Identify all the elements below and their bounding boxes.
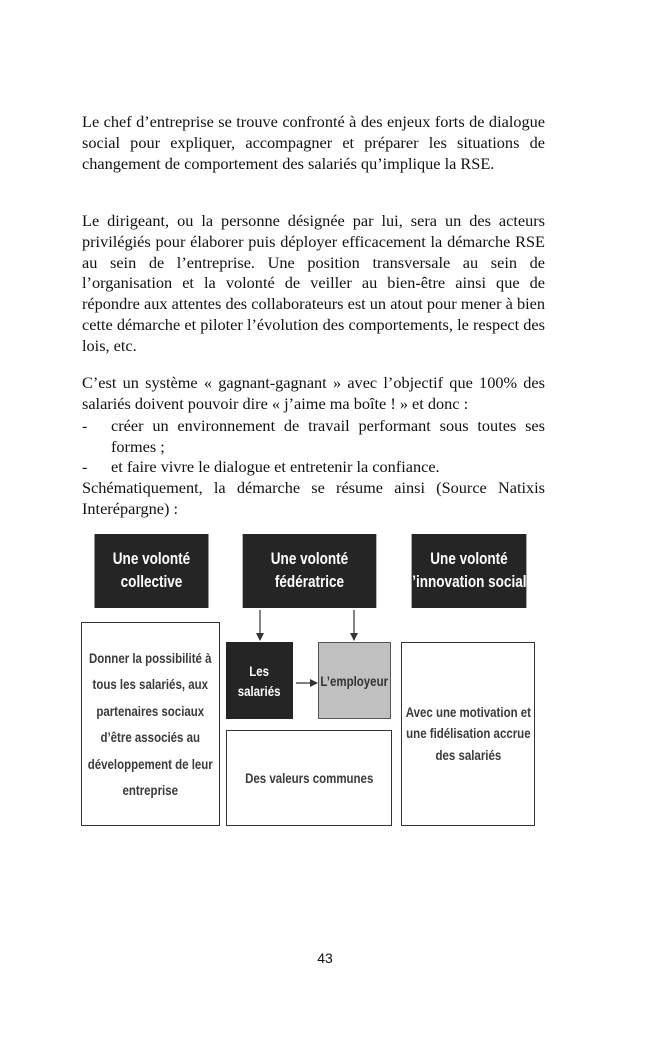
- paragraph-2: Le dirigeant, ou la personne désignée par lui, sera un des acteurs privilégiés pour élaborer puis déployer efficacement la démarche RSE au sein de l’entreprise. Une position transversale au sein de l’organisation et la volonté de veiller au bien-être ainsi que de répondre aux attentes des collaborateurs est un atout pour mener à bien cette démarche et piloter l’évolution des comportements, le respect des lois, etc.: [82, 211, 545, 355]
- box-line: salariés: [238, 682, 281, 699]
- bullet-dash: -: [82, 416, 88, 435]
- box-line: Les: [249, 662, 270, 679]
- box-les-salaries: [226, 642, 293, 719]
- box-motivation: [401, 642, 535, 826]
- box-line: développement de leur: [87, 755, 214, 772]
- paragraph-3: C’est un système « gagnant-gagnant » avec l’objectif que 100% des salariés doivent pouvoir dire « j’aime ma boîte ! » et donc :: [82, 373, 545, 413]
- header-line: fédératrice: [274, 573, 345, 591]
- paragraph-1: Le chef d’entreprise se trouve confronté à des enjeux forts de dialogue social pour expliquer, accompagner et préparer les situations de changement de comportement des salariés qu’implique la RSE.: [82, 112, 545, 173]
- header-line: Une volonté: [270, 550, 349, 568]
- bullet-dash: -: [82, 457, 88, 476]
- header-line: collective: [120, 573, 183, 591]
- list-item: [82, 457, 545, 478]
- box-line: Donner la possibilité à: [89, 649, 212, 666]
- box-valeurs-communes: [226, 730, 392, 826]
- box-line: Avec une motivation et: [405, 703, 531, 720]
- box-line: partenaires sociaux: [96, 702, 205, 719]
- box-line: entreprise: [122, 782, 179, 798]
- header-federatrice: [243, 534, 377, 608]
- box-line: des salariés: [435, 746, 501, 763]
- box-line: tous les salariés, aux: [92, 676, 209, 692]
- box-line: Des valeurs communes: [244, 769, 374, 786]
- page-number: 43: [317, 950, 333, 966]
- box-donner-possibilite: [81, 622, 220, 826]
- header-line: Une volonté: [430, 550, 508, 568]
- box-line: d’être associés au: [100, 729, 201, 745]
- bullet-text: et faire vivre le dialogue et entretenir la confiance.: [111, 457, 440, 476]
- box-line: L’employeur: [320, 672, 389, 689]
- box-employeur: [318, 642, 391, 719]
- bullet-text: créer un environnement de travail performant sous toutes ses formes ;: [111, 416, 545, 456]
- list-item: [82, 416, 545, 458]
- header-line: Une volonté: [112, 550, 191, 568]
- header-innovation-sociale: [403, 534, 535, 608]
- header-line: d’innovation sociale: [403, 573, 535, 591]
- paragraph-4: Schématiquement, la démarche se résume ainsi (Source Natixis Interépargne) :: [82, 478, 545, 518]
- header-collective: [95, 534, 209, 608]
- box-line: une fidélisation accrue: [405, 725, 531, 742]
